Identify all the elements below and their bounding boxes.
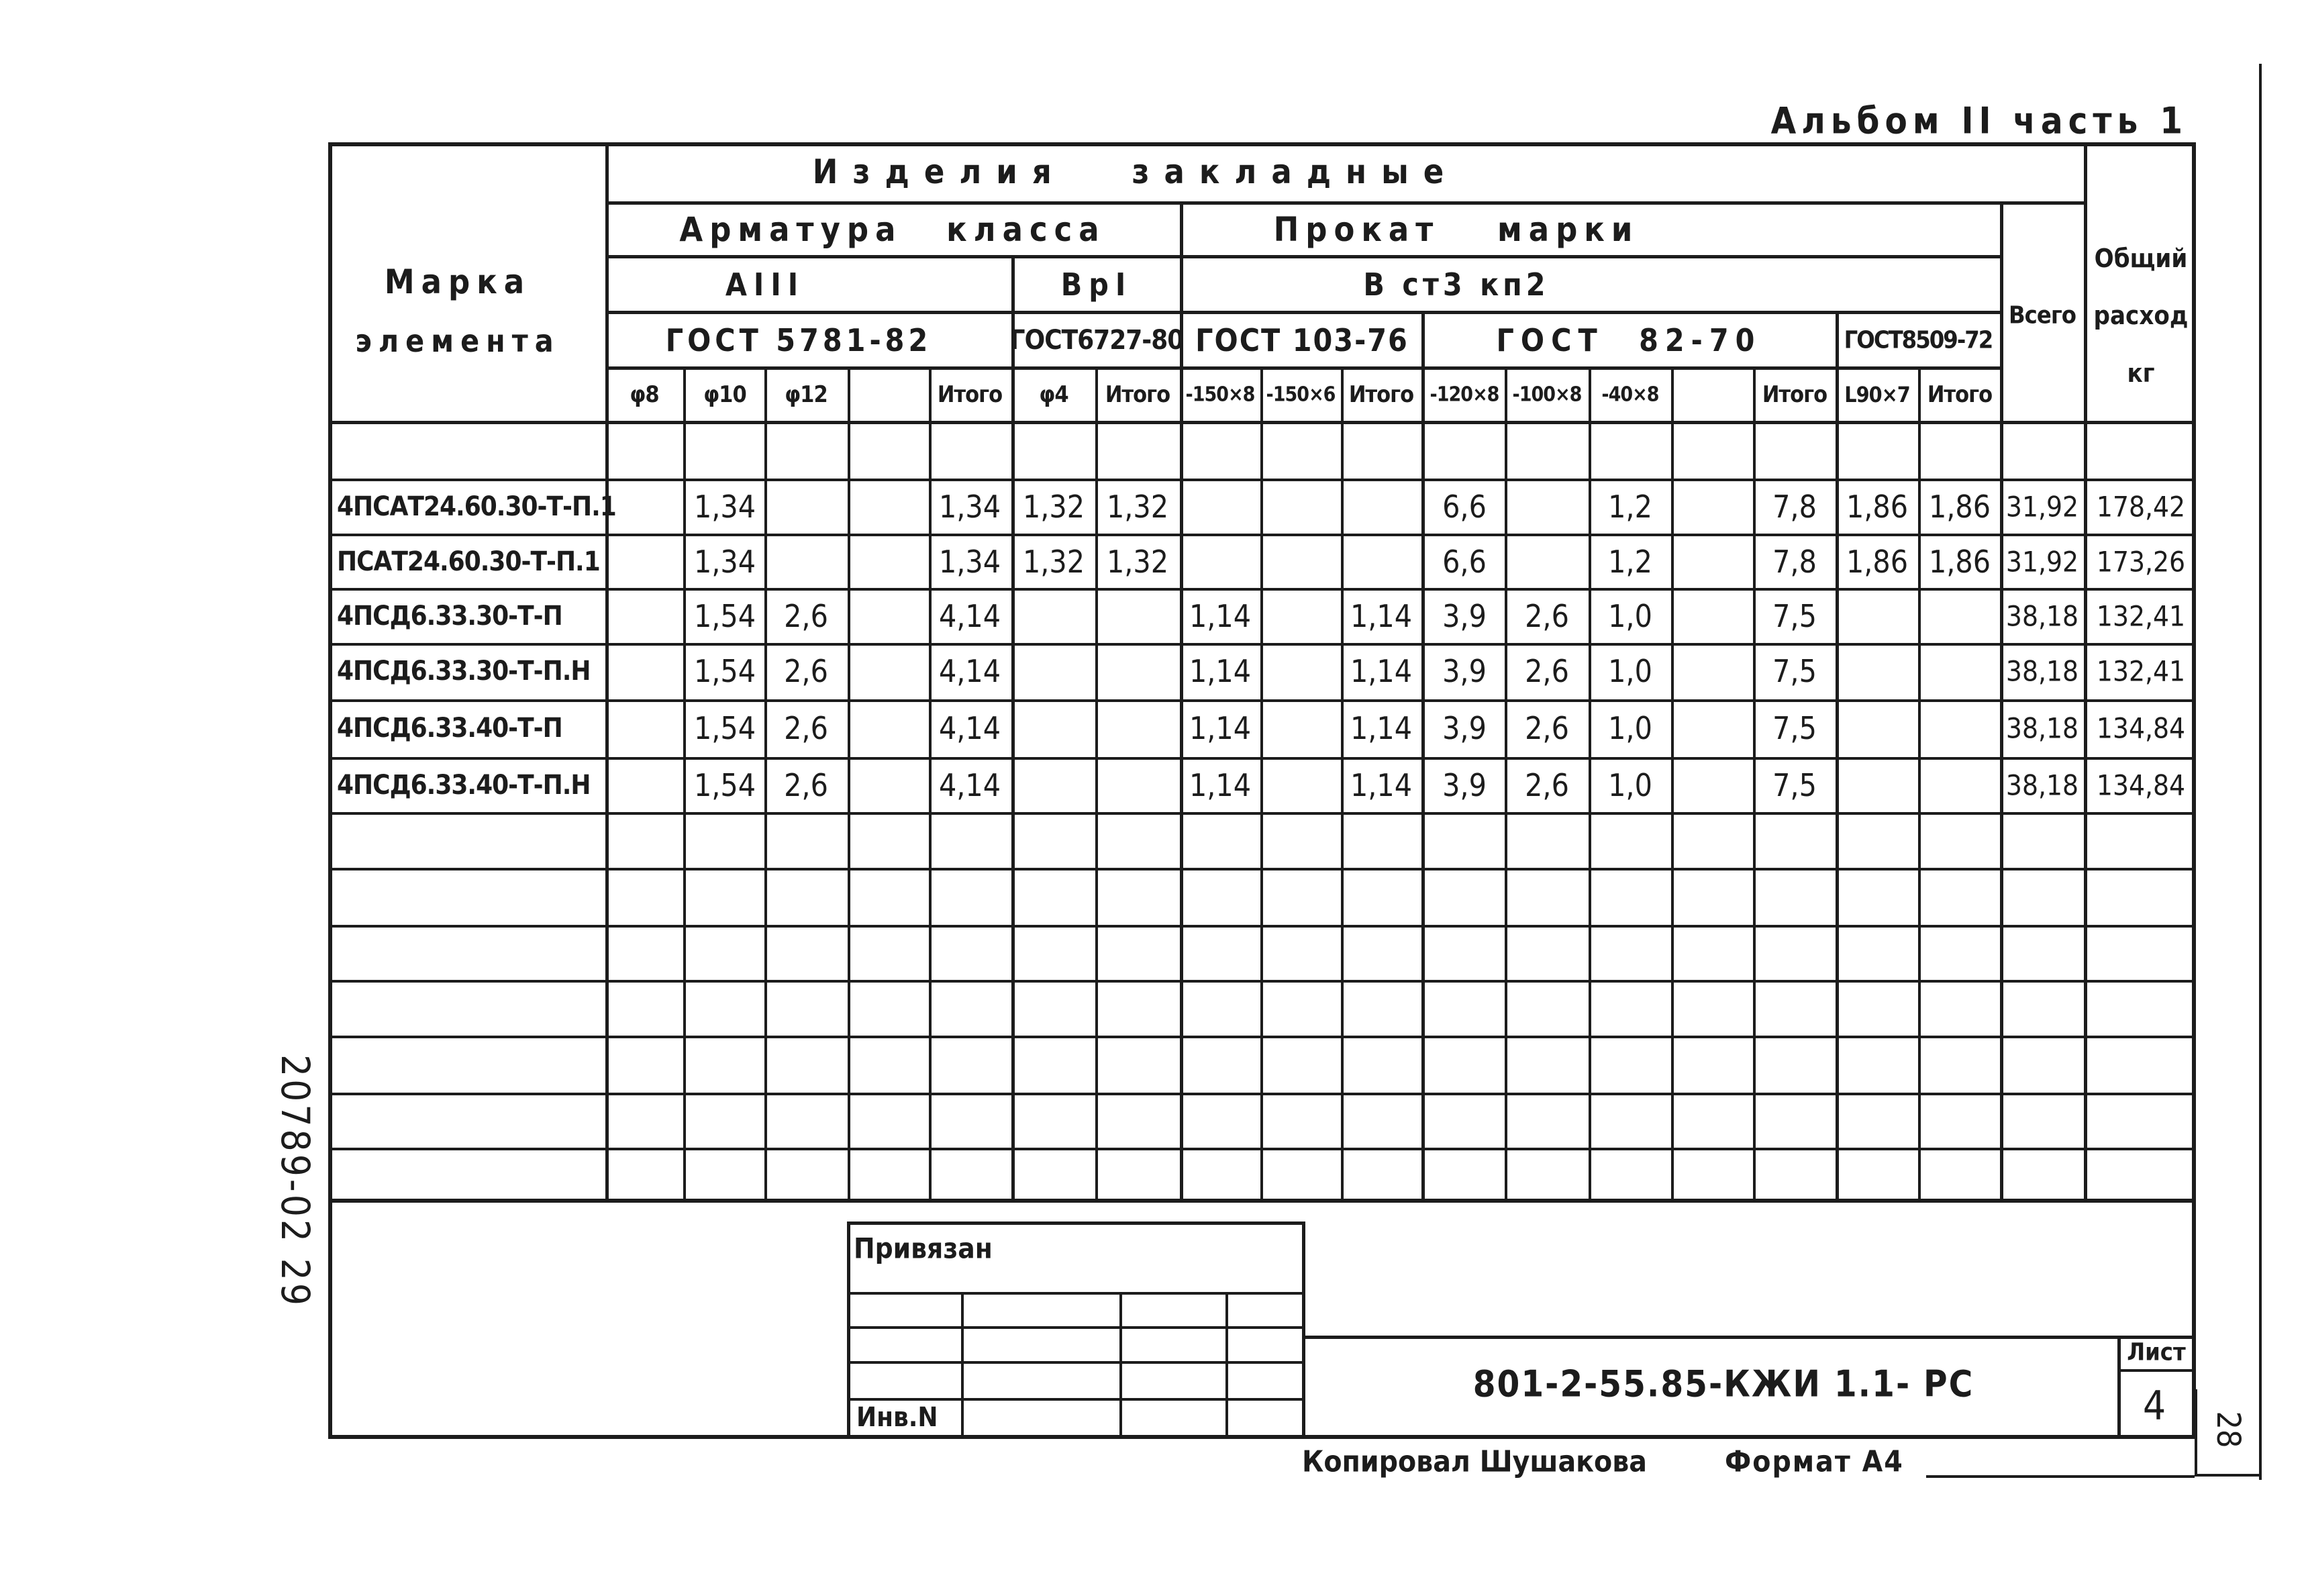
table-cell: 132,41	[2096, 599, 2186, 633]
stamp-line	[1119, 1292, 1122, 1436]
obshiy-header-2: расход	[2093, 301, 2189, 330]
album-label: Альбом II часть 1	[1770, 99, 2188, 142]
table-cell: 6,6	[1442, 544, 1487, 580]
grid-line	[605, 255, 2000, 258]
mark-header-2: элемента	[355, 323, 560, 359]
subheader: φ4	[1039, 381, 1068, 408]
gost-8509: ГОСТ8509-72	[1844, 326, 1993, 354]
grid-line	[1341, 366, 1344, 1203]
table-cell: 1,14	[1350, 653, 1413, 689]
stamp-line	[1302, 1221, 1305, 1436]
table-cell: 1,32	[1022, 489, 1085, 525]
subheader: Итого	[937, 381, 1003, 408]
subheader: -150×6	[1266, 383, 1336, 407]
row-line	[328, 812, 2196, 815]
grid-line	[605, 201, 2084, 205]
table-cell: 3,9	[1442, 598, 1487, 634]
element-mark: 4ПСД6.33.30-Т-П	[337, 601, 562, 632]
vst-header: В ст3 кп2	[1363, 266, 1550, 303]
table-cell: 3,9	[1442, 767, 1487, 803]
table-cell: 38,18	[2005, 711, 2079, 745]
table-cell: 3,9	[1442, 710, 1487, 746]
footer-line	[1926, 1475, 2195, 1478]
table-cell: 1,14	[1350, 710, 1413, 746]
table-cell: 1,86	[1846, 489, 1909, 525]
subheader: -40×8	[1601, 383, 1659, 407]
gost-82: ГОСТ 82-70	[1496, 322, 1762, 358]
grid-line	[1011, 255, 1015, 1203]
stamp-line	[847, 1398, 1305, 1401]
table-cell: 1,0	[1608, 653, 1652, 689]
table-cell: 7,5	[1772, 767, 1817, 803]
table-cell: 2,6	[1525, 767, 1569, 803]
frame-line	[328, 1203, 332, 1439]
table-cell: 6,6	[1442, 489, 1487, 525]
grid-line	[605, 311, 2000, 314]
row-line	[328, 1148, 2196, 1150]
stamp-line	[847, 1326, 1305, 1329]
stamp-line	[961, 1292, 964, 1436]
vr1-header: ВрI	[1060, 266, 1133, 303]
table-cell: 1,0	[1608, 710, 1652, 746]
subheader: -100×8	[1512, 383, 1582, 407]
row-line	[328, 1093, 2196, 1095]
privyazan-label: Привязан	[854, 1232, 993, 1265]
frame-line	[2117, 1336, 2121, 1436]
list-number: 4	[2142, 1383, 2166, 1430]
row-line	[328, 925, 2196, 928]
grid-line	[764, 366, 767, 1203]
subheader: φ12	[785, 381, 828, 408]
table-cell: 31,92	[2005, 490, 2079, 523]
table-cell: 1,86	[1928, 489, 1991, 525]
table-cell: 1,34	[693, 489, 756, 525]
document-code: 801-2-55.85-КЖИ 1.1- РС	[1472, 1362, 1974, 1405]
corner-line	[2195, 1389, 2197, 1477]
table-cell: 1,2	[1608, 489, 1652, 525]
subheader: φ8	[630, 381, 659, 408]
a3-header: АIII	[725, 266, 805, 303]
obshiy-header-3: кг	[2127, 358, 2155, 388]
element-mark: ПСАТ24.60.30-Т-П.1	[337, 546, 600, 577]
stamp-line	[847, 1221, 850, 1436]
row-line	[328, 534, 2196, 536]
subheader: L90×7	[1844, 382, 1910, 407]
table-cell: 2,6	[1525, 710, 1569, 746]
frame-line	[2117, 1369, 2196, 1372]
subheader: Итого	[1927, 381, 1993, 408]
row-line	[328, 699, 2196, 702]
table-cell: 3,9	[1442, 653, 1487, 689]
table-cell: 1,14	[1189, 653, 1252, 689]
table-cell: 2,6	[784, 598, 828, 634]
stamp-line	[1225, 1292, 1228, 1436]
grid-line	[1589, 366, 1591, 1203]
row-line	[328, 868, 2196, 870]
table-cell: 1,14	[1189, 767, 1252, 803]
table-cell: 1,0	[1608, 767, 1652, 803]
table-cell: 1,32	[1106, 544, 1169, 580]
table-cell: 1,34	[938, 489, 1001, 525]
table-cell: 2,6	[784, 710, 828, 746]
element-mark: 4ПСД6.33.40-Т-П.Н	[337, 770, 591, 801]
corner-page-number: 28	[2209, 1411, 2247, 1448]
table-cell: 1,86	[1846, 544, 1909, 580]
table-cell: 4,14	[938, 710, 1001, 746]
grid-line	[2000, 201, 2003, 1203]
table-cell: 134,84	[2096, 711, 2186, 745]
subheader: Итого	[1105, 381, 1170, 408]
mark-header-1: Марка	[384, 262, 532, 301]
table-cell: 7,8	[1772, 544, 1817, 580]
table-cell: 31,92	[2005, 545, 2079, 579]
grid-line	[1505, 366, 1507, 1203]
gost-5781: ГОСТ 5781-82	[665, 322, 932, 358]
subheader: Итого	[1762, 381, 1827, 408]
table-cell: 1,34	[938, 544, 1001, 580]
grid-line	[1753, 366, 1756, 1203]
row-line	[328, 757, 2196, 760]
grid-line	[2084, 142, 2087, 1203]
table-cell: 4,14	[938, 598, 1001, 634]
table-cell: 1,2	[1608, 544, 1652, 580]
vsego-header: Всего	[2008, 301, 2076, 330]
format-label: Формат А4	[1725, 1444, 1904, 1479]
table-cell: 4,14	[938, 767, 1001, 803]
table-cell: 1,14	[1189, 710, 1252, 746]
table-cell: 2,6	[784, 767, 828, 803]
table-cell: 2,6	[1525, 598, 1569, 634]
binding-line	[2259, 64, 2262, 1480]
table-cell: 173,26	[2096, 545, 2186, 579]
grid-line	[929, 366, 932, 1203]
table-cell: 1,14	[1350, 598, 1413, 634]
table-cell: 38,18	[2005, 654, 2079, 688]
prokat-header: Прокат марки	[1273, 210, 1640, 249]
row-line	[328, 643, 2196, 646]
grid-line	[605, 366, 2000, 370]
side-archive-number: 20789-02 29	[272, 1054, 318, 1309]
subheader: -120×8	[1430, 383, 1499, 407]
stamp-line	[847, 1361, 1305, 1364]
frame-line	[328, 1435, 2196, 1439]
table-cell: 1,0	[1608, 598, 1652, 634]
grid-line	[1671, 366, 1674, 1203]
element-mark: 4ПСАТ24.60.30-Т-П.1	[337, 491, 616, 522]
table-cell: 134,84	[2096, 768, 2186, 802]
element-mark: 4ПСД6.33.30-Т-П.Н	[337, 656, 591, 687]
table-cell: 2,6	[784, 653, 828, 689]
table-cell: 1,34	[693, 544, 756, 580]
table-cell: 7,5	[1772, 653, 1817, 689]
table-cell: 38,18	[2005, 768, 2079, 802]
stamp-line	[847, 1292, 1305, 1295]
table-cell: 1,54	[693, 653, 756, 689]
inv-label: Инв.N	[856, 1402, 938, 1433]
element-mark: 4ПСД6.33.40-Т-П	[337, 713, 562, 744]
grid-line	[1095, 366, 1098, 1203]
row-line	[328, 479, 2196, 481]
copied-by: Копировал Шушакова	[1302, 1444, 1648, 1479]
table-cell: 178,42	[2096, 490, 2186, 523]
row-line	[328, 588, 2196, 591]
table-cell: 7,8	[1772, 489, 1817, 525]
subheader: Итого	[1348, 381, 1414, 408]
table-cell: 1,14	[1350, 767, 1413, 803]
table-cell: 1,32	[1022, 544, 1085, 580]
corner-line	[2195, 1474, 2262, 1477]
grid-line	[605, 142, 609, 1203]
table-cell: 1,32	[1106, 489, 1169, 525]
obshiy-header-1: Общий	[2094, 244, 2188, 273]
grid-line	[1918, 366, 1921, 1203]
table-cell: 1,86	[1928, 544, 1991, 580]
table-title: Изделия закладные	[812, 152, 1459, 191]
table-cell: 7,5	[1772, 598, 1817, 634]
table-cell: 38,18	[2005, 599, 2079, 633]
subheader: -150×8	[1185, 383, 1255, 407]
row-line	[328, 980, 2196, 983]
grid-line	[1260, 366, 1263, 1203]
stamp-line	[847, 1221, 1305, 1225]
gost-103: ГОСТ 103-76	[1195, 322, 1409, 358]
frame-line	[1303, 1336, 2196, 1339]
gost-6727: ГОСТ6727-80	[1009, 325, 1184, 356]
list-label: Лист	[2127, 1338, 2186, 1366]
armatura-header: Арматура класса	[679, 210, 1106, 249]
table-cell: 4,14	[938, 653, 1001, 689]
grid-line	[848, 366, 850, 1203]
row-line	[328, 1036, 2196, 1038]
grid-line	[683, 366, 686, 1203]
table-cell: 2,6	[1525, 653, 1569, 689]
table-cell: 132,41	[2096, 654, 2186, 688]
table-cell: 1,54	[693, 710, 756, 746]
table-cell: 1,14	[1189, 598, 1252, 634]
table-cell: 1,54	[693, 767, 756, 803]
table-cell: 1,54	[693, 598, 756, 634]
subheader: φ10	[703, 381, 746, 408]
table-cell: 7,5	[1772, 710, 1817, 746]
